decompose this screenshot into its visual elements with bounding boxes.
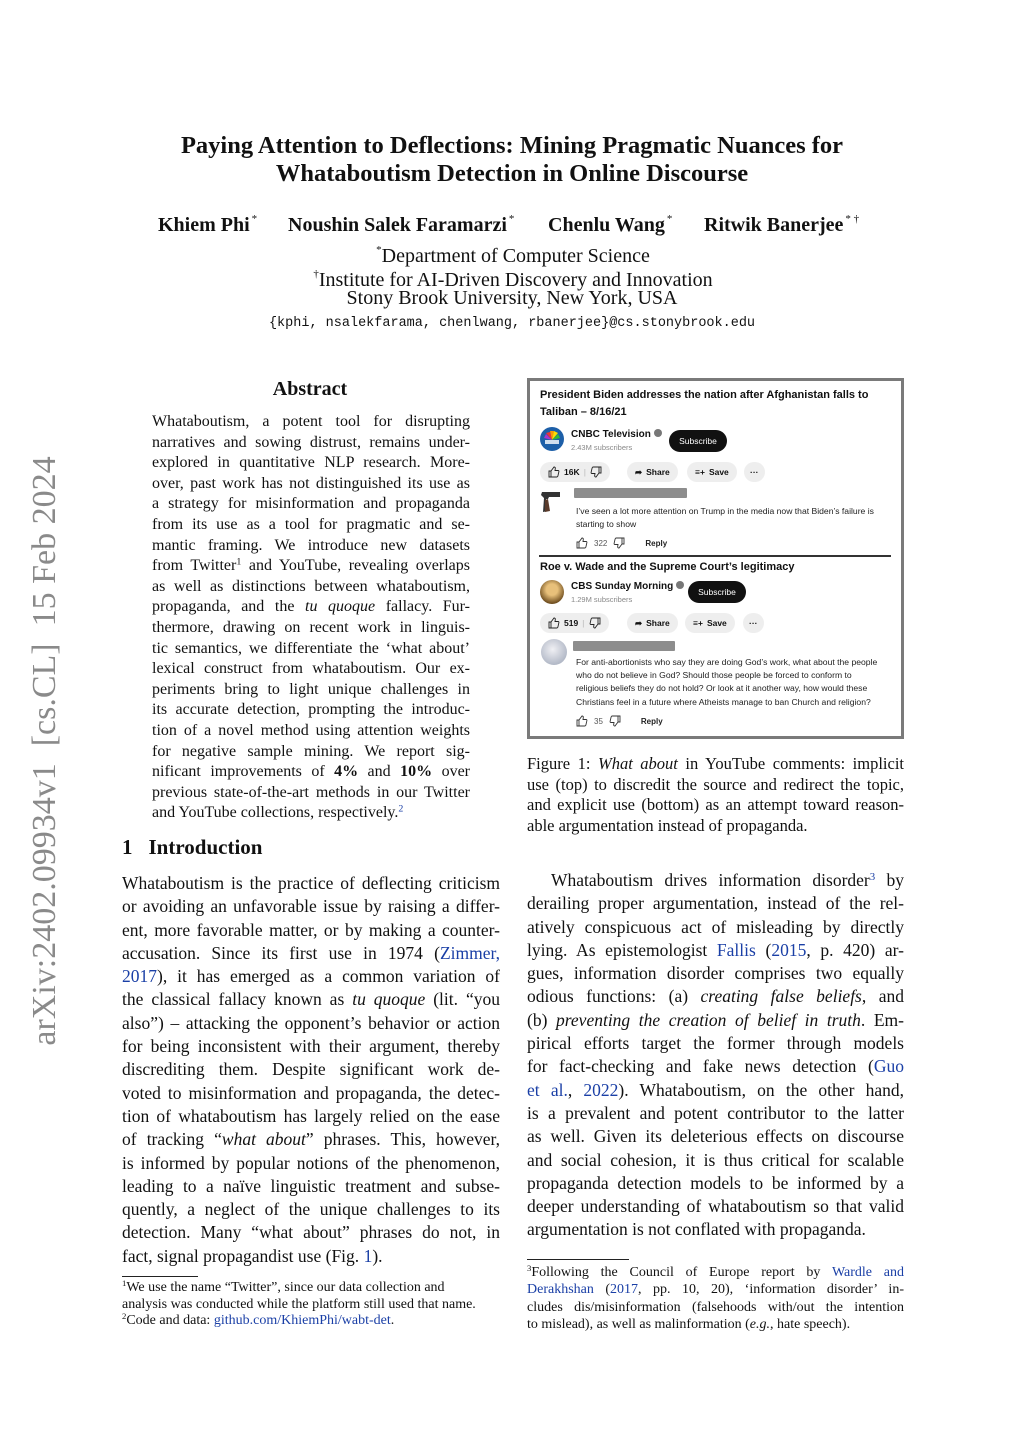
text-run: Code and data:: [126, 1313, 214, 1328]
text-line: [122, 1280, 500, 1297]
author: Noushin Salek Faramarzi *: [288, 213, 515, 236]
text-run: and: [358, 763, 401, 781]
text-line: [122, 1128, 500, 1151]
text-line: [152, 680, 470, 701]
text-line: [527, 1009, 904, 1032]
text-run: also”) – attacking the opponent’s behavior or action: [122, 1012, 500, 1033]
text-line: [152, 494, 470, 515]
author-emails: {kphi, nsalekfarama, chenlwang, rbanerjee}@cs.stonybrook.edu: [268, 316, 756, 331]
text-run: is a prevalent and potent contributor to the latter: [527, 1102, 904, 1123]
subscribe-button[interactable]: Subscribe: [669, 430, 727, 452]
citation-link[interactable]: Fallis: [716, 939, 756, 960]
text-line: [122, 895, 500, 918]
text-run: tion of whataboutism has largely relied on the ease: [122, 1105, 500, 1126]
text-line: [152, 433, 470, 454]
text-line: [122, 988, 500, 1011]
text-line: [122, 1198, 500, 1221]
text-run: odious functions: (a): [527, 986, 701, 1007]
text-line: [152, 742, 470, 763]
text-run: fallacy. Fur-: [375, 598, 471, 616]
share-button[interactable]: ➦ Share: [627, 613, 678, 633]
divider: [539, 555, 891, 557]
subscriber-count: 1.29M subscribers: [571, 595, 633, 604]
footnotes-left: [122, 1280, 500, 1330]
save-button[interactable]: ≡+ Save: [685, 613, 735, 633]
text-run: fact, signal propagandist use (Fig.: [122, 1245, 364, 1266]
share-icon: ➦: [635, 617, 643, 628]
text-line: [122, 1012, 500, 1035]
comment-text: I’ve seen a lot more attention on Trump in the media now that Biden’s failure is starting to show: [576, 506, 874, 530]
commenter-avatar-icon: [541, 639, 567, 665]
thumbs-down-icon: [590, 466, 602, 478]
reply-button[interactable]: Reply: [640, 716, 663, 726]
text-line: [527, 795, 904, 816]
like-count: 16K: [564, 467, 580, 477]
share-button[interactable]: ➦ Share: [627, 462, 678, 482]
author: Chenlu Wang *: [548, 213, 673, 236]
footnote-marker: 3: [527, 1263, 532, 1274]
text-line: [527, 1055, 904, 1078]
text-line: [152, 597, 470, 618]
text-run: periments bring to light unique challenges in: [152, 680, 470, 698]
text-run: We use the name “Twitter”, since our data collection and: [126, 1280, 445, 1295]
text-run: as well. Given its deleterious effects on discourse: [527, 1126, 904, 1147]
text-run: in YouTube comments: implicit: [677, 754, 904, 773]
text-run: Figure 1:: [527, 754, 598, 773]
text-line: [152, 453, 470, 474]
text-line: [527, 1218, 904, 1241]
text-line: [152, 412, 470, 433]
citation-link[interactable]: Guo: [873, 1056, 904, 1077]
text-line: [527, 1299, 904, 1316]
text-line: [527, 1149, 904, 1172]
text-run: Whataboutism is the practice of deflecting criticism: [122, 873, 500, 893]
comment-like-count: 322: [594, 538, 608, 548]
share-icon: ➦: [635, 466, 643, 477]
verified-icon: [654, 429, 662, 437]
text-line: [152, 618, 470, 639]
footnote-rule: [122, 1276, 198, 1277]
redacted-username: [574, 488, 687, 498]
text-run: (lit. “you: [425, 989, 500, 1010]
text-run: Whataboutism drives information disorder: [551, 870, 870, 890]
text-run: mantic framing. We introduce new datasets: [152, 536, 470, 554]
text-line: [527, 816, 904, 837]
text-run: , and: [861, 986, 904, 1007]
text-line: [527, 1125, 904, 1148]
text-run: for fact-checking and fake news detection (: [527, 1056, 874, 1077]
arxiv-stamp: arXiv:2402.09934v1 [cs.CL] 15 Feb 2024: [26, 456, 63, 1046]
text-run: .: [390, 1313, 395, 1328]
channel-name[interactable]: CNBC Television: [571, 429, 662, 440]
text-line: [152, 783, 470, 804]
thumbs-up-icon: [548, 617, 560, 629]
cbs-channel-avatar-icon: [540, 580, 564, 604]
text-line: [152, 762, 470, 783]
text-run: the classical fallacy known as: [122, 989, 353, 1010]
text-line: [527, 939, 904, 962]
text-run: quently, a neglect of the unique challenges to its: [122, 1199, 500, 1220]
text-run: ,: [567, 1079, 584, 1100]
text-line: [152, 659, 470, 680]
text-run: from Twitter: [152, 557, 237, 575]
author: Ritwik Banerjee * †: [704, 213, 860, 236]
text-run: thermore, drawing on recent work in linguis-: [152, 618, 470, 636]
text-run: a strategy for misinformation and propaganda: [152, 495, 470, 513]
text-run: (: [755, 939, 772, 960]
text-line: [527, 1079, 904, 1102]
text-line: [527, 1032, 904, 1055]
text-line: [527, 985, 904, 1008]
introduction-body: [122, 872, 500, 1268]
bold-text: 10%: [400, 763, 433, 781]
text-run: . Em-: [860, 1009, 904, 1030]
citation-link[interactable]: Zimmer,: [439, 942, 500, 963]
text-run: lexical construct from whataboutism. Our ex-: [152, 660, 470, 678]
text-line: [152, 556, 470, 577]
text-line: [527, 1195, 904, 1218]
text-run: , pp. 10, 20), ‘information disorder’ in-: [638, 1282, 904, 1298]
text-run: for negative sample mining. We report sig-: [152, 742, 470, 760]
citation-link[interactable]: 2022: [583, 1079, 619, 1100]
save-playlist-icon: ≡+: [693, 618, 703, 628]
like-dislike-button[interactable]: 519 |: [540, 613, 609, 633]
paper-title-line-2: Whataboutism Detection in Online Discourse: [275, 160, 749, 187]
abstract-body: [152, 412, 470, 824]
text-line: [527, 892, 904, 915]
text-line: [527, 1316, 904, 1333]
text-run: pirical efforts target the former through models: [527, 1033, 904, 1054]
footnote-marker: 2: [122, 1311, 127, 1322]
text-line: [122, 1313, 500, 1330]
text-run: over, past work has not distinguished its use as: [152, 474, 470, 492]
paper-title-line-1: Paying Attention to Deflections: Mining Pragmatic Nuances for: [180, 132, 844, 159]
channel-name[interactable]: CBS Sunday Morning: [571, 581, 684, 592]
italic-text: tu quoque: [352, 989, 426, 1010]
text-line: [152, 515, 470, 536]
text-run: narratives and sowing distrust, remains under-: [152, 433, 470, 451]
text-run: as well as distinctions between whataboutism,: [152, 577, 470, 595]
text-run: explored in quantitative NLP research. More-: [152, 454, 470, 472]
text-run: atively conspicuous act of misleading by directly: [527, 916, 904, 937]
footnote-marker: 1: [236, 556, 242, 568]
affiliation: Stony Brook University, New York, USA: [346, 287, 678, 309]
text-run: tion of a novel method using attention weights: [152, 721, 470, 739]
text-line: [152, 536, 470, 557]
text-line: [122, 1297, 500, 1314]
citation-link[interactable]: 2015: [771, 939, 807, 960]
text-run: to mislead), as well as malinformation (: [527, 1316, 750, 1332]
text-run: from its use as a tool for pragmatic and se-: [152, 515, 470, 533]
more-options-button[interactable]: ···: [744, 462, 765, 482]
text-line: [527, 962, 904, 985]
text-line: [122, 1221, 500, 1244]
more-options-button[interactable]: ···: [743, 613, 764, 633]
save-playlist-icon: ≡+: [695, 467, 705, 477]
text-run: argumentation is not conflated with propaganda.: [527, 1219, 866, 1240]
text-run: or avoiding an unfavorable issue by raising a differ-: [122, 896, 500, 917]
text-run: leading to a naïve linguistic treatment and subse-: [122, 1175, 500, 1196]
thumbs-up-icon[interactable]: [576, 715, 588, 727]
text-run: propaganda detection models to be informed by a: [527, 1172, 904, 1193]
thumbs-down-icon[interactable]: [609, 715, 621, 727]
text-line: [122, 1035, 500, 1058]
text-run: and social cohesion, it is thus critical for scalable: [527, 1149, 904, 1170]
text-line: [122, 872, 500, 895]
subscribe-button[interactable]: Subscribe: [688, 581, 746, 603]
text-line: [527, 869, 904, 892]
text-run: detection. Many “what about” phrases do not, in: [122, 1222, 500, 1243]
affiliation: *Department of Computer Science: [376, 244, 650, 267]
author: Khiem Phi *: [158, 213, 258, 236]
text-run: over: [432, 763, 470, 781]
text-run: Whataboutism, a potent tool for disrupting: [152, 413, 470, 430]
figure-1-youtube-screenshots: [527, 378, 904, 739]
comment-text: For anti-abortionists who say they are doing God’s work, what about the people who do not believe in God? Should those people be forced to conform to religious beliefs they do not hold? Or look at it another way, how would these Christians feel in a future where Atheists manage to ban Church and religion?: [576, 657, 878, 707]
italic-text: creating false beliefs: [700, 986, 862, 1007]
text-line: [122, 1152, 500, 1175]
text-line: [122, 1058, 500, 1081]
text-run: use (top) to discredit the source and redirect the topic,: [527, 774, 904, 794]
text-line: [122, 1082, 500, 1105]
section-heading-introduction: 1 Introduction: [122, 835, 263, 859]
text-run: tic semantics, we differentiate the ‘what about’: [152, 639, 470, 657]
text-run: able argumentation instead of propaganda.: [527, 815, 808, 835]
text-run: for being inconsistent with their argument, thereby: [122, 1036, 500, 1057]
text-run: (: [593, 1282, 611, 1298]
text-run: gues, information disorder comprises two equally: [527, 963, 904, 984]
save-button[interactable]: ≡+ Save: [687, 462, 737, 482]
thumbs-down-icon[interactable]: [613, 537, 625, 549]
right-column-body: [527, 869, 904, 1242]
verified-icon: [676, 581, 684, 589]
text-run: analysis was conducted while the platform still used that name.: [122, 1296, 476, 1312]
text-run: and YouTube, revealing overlaps: [241, 557, 470, 575]
text-run: , hate speech).: [770, 1316, 851, 1332]
subscriber-count: 2.43M subscribers: [571, 443, 633, 452]
commenter-avatar-gun-icon: [540, 489, 562, 515]
text-run: its accurate detection, prompting the introduc-: [152, 701, 470, 719]
citation-link[interactable]: Wardle and: [831, 1265, 905, 1280]
text-line: [527, 916, 904, 939]
comment-like-count: 35: [594, 716, 603, 726]
text-run: is informed by popular notions of the phenomenon,: [122, 1152, 500, 1173]
text-line: [152, 474, 470, 495]
citation-link[interactable]: Derakhshan: [527, 1282, 594, 1298]
text-line: [122, 1105, 500, 1128]
text-run: cludes dis/misinformation (falsehoods with/out the intention: [527, 1299, 904, 1315]
thumbs-down-icon: [589, 617, 601, 629]
text-run: , p. 420) ar-: [806, 939, 904, 960]
figure-caption: [527, 754, 904, 836]
cnbc-logo-icon: [540, 427, 564, 451]
text-run: discrediting them. Despite significant work de-: [122, 1059, 500, 1080]
reply-button[interactable]: Reply: [645, 538, 668, 548]
text-run: ).: [372, 1245, 383, 1266]
italic-text: e.g.: [749, 1316, 770, 1332]
footnote-link[interactable]: 2: [398, 803, 404, 815]
text-line: [152, 721, 470, 742]
italic-text: preventing the creation of belief in truth: [556, 1009, 861, 1030]
citation-link[interactable]: github.com/KhiemPhi/wabt-det: [213, 1313, 391, 1328]
text-line: [152, 639, 470, 660]
text-run: voted to misinformation and propaganda, the detec-: [122, 1082, 500, 1103]
footnotes-right: [527, 1264, 904, 1333]
text-run: lying. As epistemologist: [527, 939, 717, 960]
text-run: propaganda, and the: [152, 598, 306, 616]
footnote-marker: 1: [122, 1278, 127, 1289]
text-line: [122, 942, 500, 965]
text-run: ). Whataboutism, on the other hand,: [618, 1079, 904, 1100]
footnote-rule: [527, 1259, 629, 1260]
text-line: [122, 1245, 500, 1268]
text-run: Following the Council of Europe report by: [531, 1265, 832, 1280]
thumbs-up-icon: [548, 466, 560, 478]
redacted-username: [573, 641, 675, 651]
footnote-link[interactable]: 3: [869, 871, 876, 884]
text-run: previous state-of-the-art methods in our Twitter: [152, 783, 470, 801]
text-run: ” phrases. This, however,: [305, 1129, 500, 1150]
text-line: [122, 965, 500, 988]
like-count: 519: [564, 618, 579, 628]
thumbs-up-icon[interactable]: [576, 537, 588, 549]
text-line: [152, 700, 470, 721]
italic-text: What about: [597, 754, 678, 773]
affiliation: †Institute for AI-Driven Discovery and Innovation: [313, 268, 713, 291]
text-line: [122, 1175, 500, 1198]
italic-text: what about: [221, 1129, 306, 1150]
text-line: [527, 1264, 904, 1281]
text-line: [527, 1172, 904, 1195]
like-dislike-button[interactable]: 16K |: [540, 462, 610, 482]
text-run: (b): [527, 1009, 556, 1030]
citation-link[interactable]: 2017: [122, 966, 157, 987]
italic-text: tu quoque: [305, 598, 376, 616]
bold-text: 4%: [334, 763, 359, 781]
text-line: [152, 577, 470, 598]
text-line: [527, 1102, 904, 1125]
text-line: [122, 919, 500, 942]
comment-actions: [576, 715, 663, 727]
abstract-heading: Abstract: [272, 378, 348, 400]
video-title: Roe v. Wade and the Supreme Court’s legitimacy: [540, 561, 795, 573]
text-line: [527, 775, 904, 796]
text-run: accusation. Since its first use in 1974 (: [122, 942, 440, 963]
text-run: ent, more favorable matter, or by making a counter-: [122, 919, 500, 940]
text-run: nificant improvements of: [152, 763, 335, 781]
citation-link[interactable]: 1: [363, 1245, 373, 1266]
video-title: President Biden addresses the nation after Afghanistan falls to: [540, 389, 869, 401]
text-line: [152, 803, 470, 824]
text-run: of tracking “: [122, 1129, 222, 1150]
comment-actions: [576, 537, 667, 549]
text-run: derailing proper argumentation, instead of the rel-: [527, 893, 904, 914]
text-run: ), it has emerged as a common variation of: [157, 966, 500, 987]
text-run: by: [875, 870, 905, 890]
text-line: [527, 754, 904, 775]
text-run: deeper understanding of whataboutism so that valid: [527, 1196, 904, 1217]
video-title: Taliban – 8/16/21: [540, 406, 627, 418]
text-run: and explicit use (bottom) as an attempt toward reason-: [527, 795, 904, 815]
text-line: [527, 1281, 904, 1298]
text-run: and YouTube collections, respectively.: [152, 804, 399, 822]
citation-link[interactable]: et al.: [527, 1079, 568, 1100]
citation-link[interactable]: 2017: [610, 1282, 639, 1298]
